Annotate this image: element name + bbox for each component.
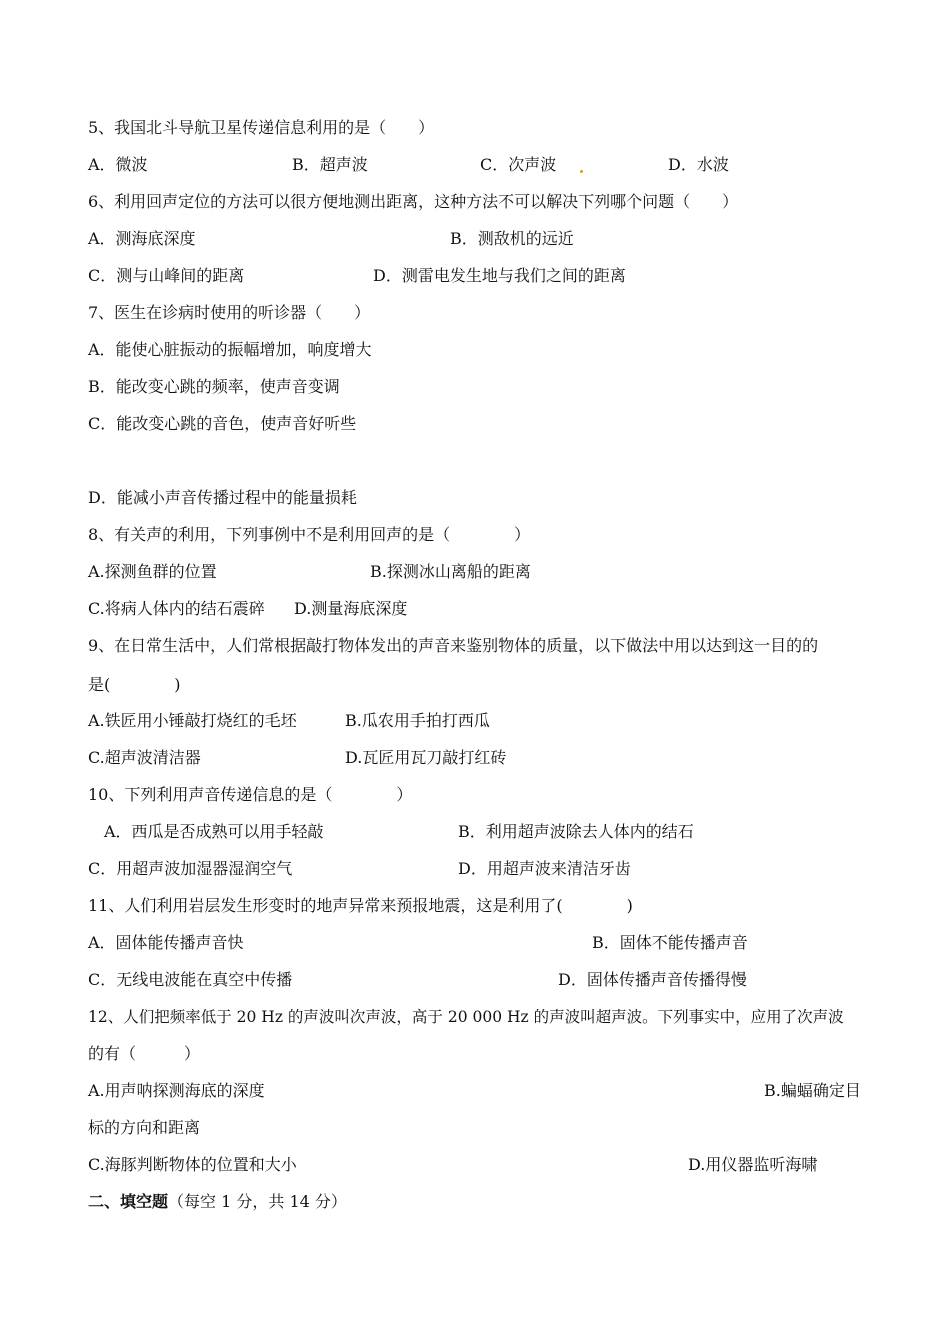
q9-stem-line2: 是( )	[88, 675, 181, 694]
q10-option-b: B．利用超声波除去人体内的结石	[458, 822, 694, 841]
q9-option-c: C.超声波清洁器	[88, 748, 201, 767]
q11-option-d: D．固体传播声音传播得慢	[558, 970, 747, 989]
q7-option-b: B．能改变心跳的频率，使声音变调	[88, 377, 340, 396]
q8-stem: 8、有关声的利用，下列事例中不是利用回声的是（ ）	[88, 525, 531, 544]
q12-option-d: D.用仪器监听海啸	[688, 1155, 818, 1174]
q7-stem: 7、医生在诊病时使用的听诊器（ ）	[88, 303, 371, 322]
q11-option-b: B．固体不能传播声音	[592, 933, 748, 952]
q5-option-a: A．微波	[88, 155, 148, 174]
q5-option-c: C．次声波	[480, 155, 557, 174]
section-heading	[88, 1192, 347, 1212]
q8-option-b: B.探测冰山离船的距离	[370, 562, 531, 581]
q10-option-c: C．用超声波加湿器湿润空气	[88, 859, 293, 878]
q12-option-a: A.用声呐探测海底的深度	[88, 1081, 265, 1100]
q10-option-a: A．西瓜是否成熟可以用手轻敲	[104, 822, 324, 841]
q9-option-d: D.瓦匠用瓦刀敲打红砖	[345, 748, 507, 767]
q6-option-a: A．测海底深度	[88, 229, 196, 248]
q5-stem: 5、我国北斗导航卫星传递信息利用的是（ ）	[88, 118, 435, 137]
q9-option-a: A.铁匠用小锤敲打烧红的毛坯	[88, 711, 297, 730]
q8-option-c: C.将病人体内的结石震碎	[88, 599, 265, 618]
stray-dot-mark	[580, 170, 583, 173]
section-title: 二、填空题	[88, 1192, 169, 1211]
q9-stem-line1: 9、在日常生活中，人们常根据敲打物体发出的声音来鉴别物体的质量，以下做法中用以达到这一目的的	[88, 636, 819, 655]
q12-stem-line1: 12、人们把频率低于 20 Hz 的声波叫次声波，高于 20 000 Hz 的声波叫超声波。下列事实中，应用了次声波	[88, 1008, 844, 1026]
q10-stem: 10、下列利用声音传递信息的是（ ）	[88, 785, 413, 804]
q5-option-b: B．超声波	[292, 155, 368, 174]
q6-option-c: C．测与山峰间的距离	[88, 266, 245, 285]
q11-option-c: C．无线电波能在真空中传播	[88, 970, 293, 989]
q12-option-b-part1: B.蝙蝠确定目	[764, 1081, 861, 1100]
section-note: （每空 1 分，共 14 分）	[168, 1192, 347, 1211]
q6-option-d: D．测雷电发生地与我们之间的距离	[373, 266, 626, 285]
q11-stem: 11、人们利用岩层发生形变时的地声异常来预报地震，这是利用了( )	[88, 896, 633, 915]
q6-stem: 6、利用回声定位的方法可以很方便地测出距离，这种方法不可以解决下列哪个问题（ ）	[88, 192, 739, 211]
q12-stem-line2: 的有（ ）	[88, 1044, 201, 1063]
q5-option-d: D．水波	[668, 155, 729, 174]
q7-option-a: A．能使心脏振动的振幅增加，响度增大	[88, 340, 372, 359]
q11-option-a: A．固体能传播声音快	[88, 933, 244, 952]
q8-option-d: D.测量海底深度	[294, 599, 408, 618]
q10-option-d: D．用超声波来清洁牙齿	[458, 859, 631, 878]
q8-option-a: A.探测鱼群的位置	[88, 562, 217, 581]
q9-option-b: B.瓜农用手拍打西瓜	[345, 711, 490, 730]
q7-option-c: C．能改变心跳的音色，使声音好听些	[88, 414, 357, 433]
q12-option-b-part2: 标的方向和距离	[88, 1118, 201, 1137]
q7-option-d: D．能减小声音传播过程中的能量损耗	[88, 488, 357, 507]
q6-option-b: B．测敌机的远近	[450, 229, 574, 248]
q12-option-c: C.海豚判断物体的位置和大小	[88, 1155, 297, 1174]
